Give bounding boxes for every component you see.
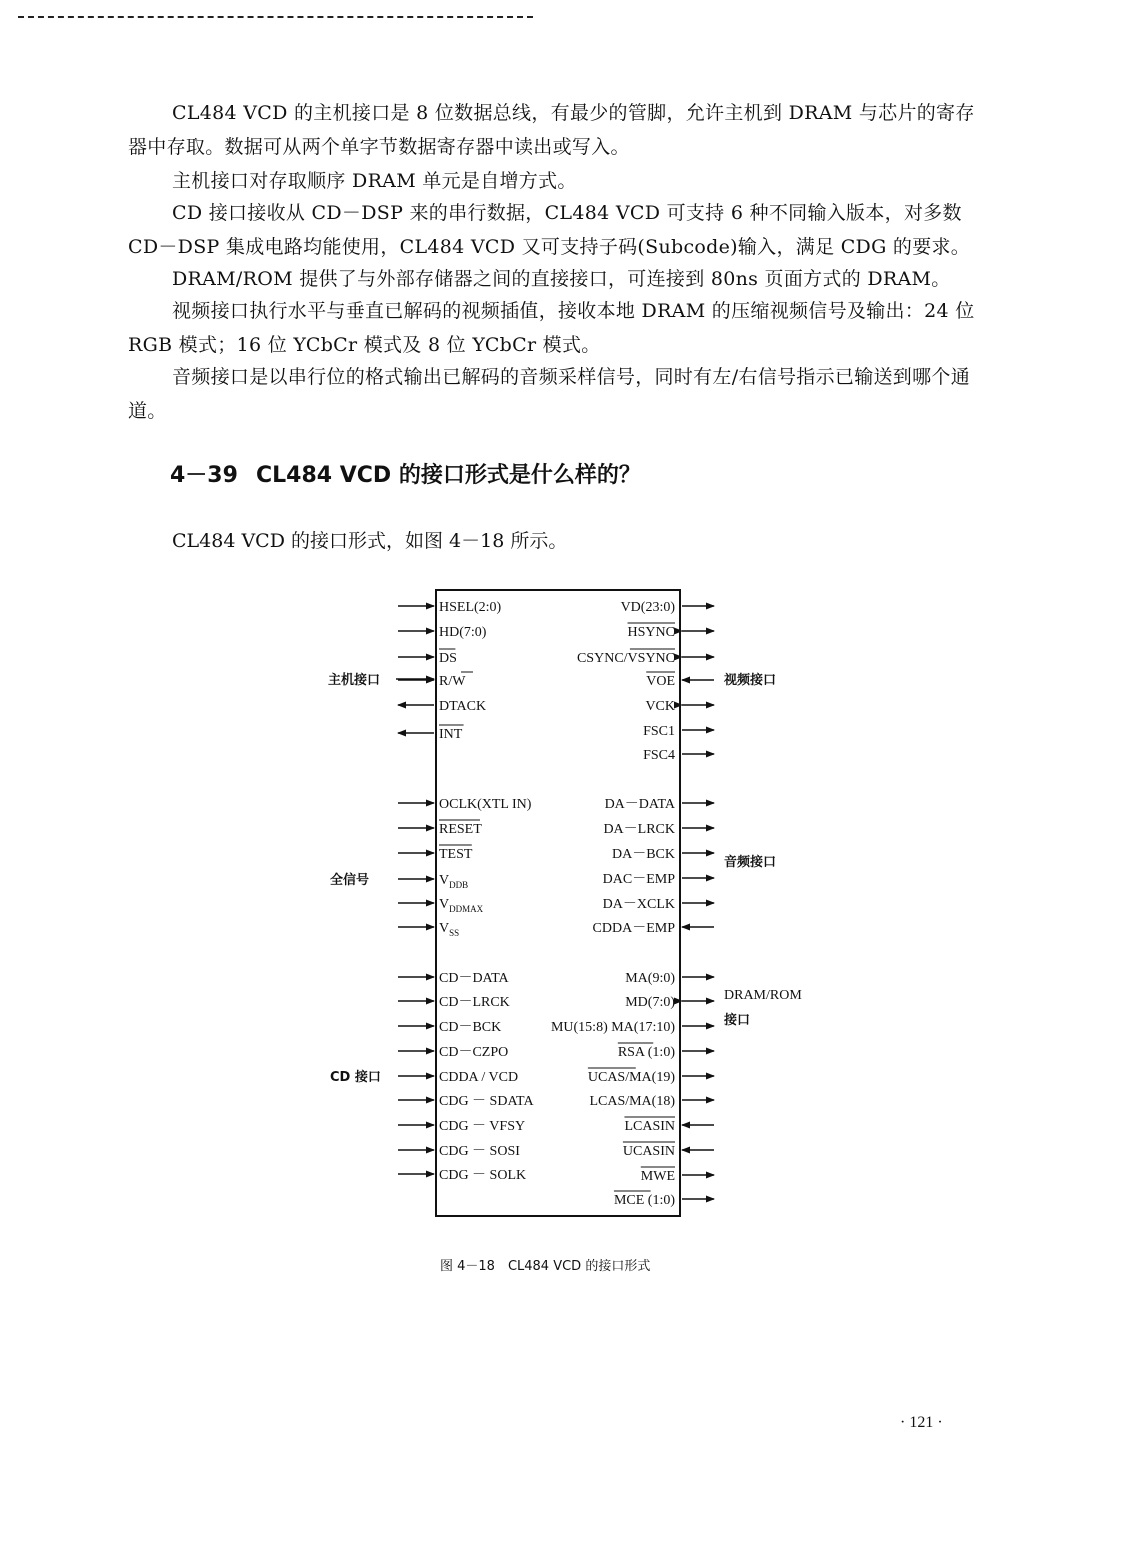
left-pin-label-r-w: R/W — [439, 674, 466, 689]
right-pin-label-mce-1-0: MCE (1:0) — [613, 1193, 675, 1208]
left-pin-label-cd-lrck: CD－LRCK — [439, 995, 510, 1010]
left-pin-label-test: TEST — [439, 847, 473, 862]
section-number: 4－39 — [170, 463, 238, 488]
left-pin-label-ds: DS — [439, 651, 457, 666]
right-pin-label-cdda-emp: CDDA－EMP — [592, 921, 675, 936]
right-pin-label-fsc4: FSC4 — [643, 748, 675, 763]
left-pin-label-cdg-solk: CDG － SOLK — [439, 1168, 527, 1183]
right-pin-label-mwe: MWE — [640, 1169, 675, 1184]
right-pin-label-ma-9-0: MA(9:0) — [625, 971, 675, 986]
group-label-audio: 音频接口 — [724, 855, 777, 870]
right-pin-label-da-bck: DA－BCK — [611, 847, 675, 862]
paragraph-host-interface: CL484 VCD 的主机接口是 8 位数据总线，有最少的管脚，允许主机到 DRAM 与芯片的寄存器中存取。数据可从两个单字节数据寄存器中读出或写入。 — [128, 102, 975, 158]
right-pin-label-vck: VCK — [645, 699, 675, 714]
left-pin-label-vddmax: $V_{DDMAX}$ — [439, 897, 484, 914]
page-number: · 121 · — [900, 1414, 943, 1431]
left-pin-label-hd-7-0: HD(7:0) — [439, 625, 487, 640]
left-pin-label-vddb: $V_{DDB}$ — [439, 873, 469, 890]
group-label-dram-interface: 接口 — [724, 1013, 751, 1028]
group-label-cd: CD 接口 — [330, 1070, 381, 1085]
left-pin-label-reset: RESET — [439, 822, 482, 837]
left-pin-label-cdg-sosi: CDG － SOSI — [439, 1144, 520, 1159]
right-pin-label-lcas-ma-18: LCAS/MA(18) — [589, 1094, 675, 1109]
right-pin-label-fsc1: FSC1 — [643, 724, 675, 739]
left-pin-label-cd-czpo: CD－CZPO — [439, 1045, 509, 1060]
section-title: CL484 VCD 的接口形式是什么样的？ — [256, 463, 641, 488]
left-pin-label-cdg-sdata: CDG － SDATA — [439, 1094, 534, 1109]
group-label-global: 全信号 — [330, 873, 370, 888]
left-pin-label-cd-bck: CD－BCK — [439, 1020, 502, 1035]
left-pin-label-vss: $V_{SS}$ — [439, 921, 460, 938]
left-pin-label-cdda-vcd: CDDA / VCD — [439, 1070, 519, 1085]
paragraph-dram-rom: DRAM/ROM 提供了与外部存储器之间的直接接口，可连接到 80ns 页面方式的 DRAM。 — [172, 268, 951, 290]
right-pin-label-rsa-1-0: RSA (1:0) — [617, 1045, 675, 1060]
left-pin-label-cd-data: CD－DATA — [439, 971, 509, 986]
group-label-host: 主机接口 — [328, 673, 381, 688]
figure-intro-text: CL484 VCD 的接口形式，如图 4－18 所示。 — [172, 530, 568, 552]
paragraph-audio-interface: 音频接口是以串行位的格式输出已解码的音频采样信号，同时有左/右信号指示已输送到哪个通道。 — [128, 366, 971, 422]
group-label-dram-rom: DRAM/ROM — [724, 988, 802, 1003]
left-pin-label-dtack: DTACK — [439, 699, 487, 714]
paragraph-host-autoincrement: 主机接口对存取顺序 DRAM 单元是自增方式。 — [172, 170, 577, 192]
group-label-video: 视频接口 — [724, 673, 777, 688]
right-pin-label-md-7-0: MD(7:0) — [625, 995, 675, 1010]
left-pin-group — [398, 600, 534, 1183]
right-pin-label-dac-emp: DAC－EMP — [602, 872, 675, 887]
right-pin-group — [551, 600, 714, 1208]
left-pin-label-cdg-vfsy: CDG － VFSY — [439, 1119, 526, 1134]
right-pin-label-ucas-ma-19: UCAS/MA(19) — [587, 1070, 675, 1085]
left-pin-label-int: INT — [439, 727, 463, 742]
right-pin-label-da-lrck: DA－LRCK — [603, 822, 675, 837]
left-pin-label-hsel-2-0: HSEL(2:0) — [439, 600, 502, 615]
right-pin-label-lcasin: LCASIN — [624, 1119, 675, 1134]
right-pin-label-voe: VOE — [646, 674, 675, 689]
right-pin-label-vd-23-0: VD(23:0) — [620, 600, 675, 615]
right-pin-label-da-xclk: DA－XCLK — [602, 897, 675, 912]
right-pin-label-da-data: DA－DATA — [604, 797, 675, 812]
right-pin-label-ucasin: UCASIN — [622, 1144, 675, 1159]
right-pin-label-mu-15-8-ma-17-10: MU(15:8) MA(17:10) — [550, 1020, 675, 1035]
left-pin-label-oclk-xtl-in: OCLK(XTL IN) — [439, 797, 532, 812]
right-pin-label-hsync: HSYNC — [627, 625, 675, 640]
paragraph-cd-interface: CD 接口接收从 CD－DSP 来的串行数据，CL484 VCD 可支持 6 种不同输入版本，对多数 CD－DSP 集成电路均能使用，CL484 VCD 又可支持子码(Subcode)输入，满足 CDG 的要求。 — [128, 202, 971, 258]
paragraph-video-interface: 视频接口执行水平与垂直已解码的视频插值，接收本地 DRAM 的压缩视频信号及输出：24 位 RGB 模式；16 位 YCbCr 模式及 8 位 YCbCr 模式。 — [128, 300, 975, 356]
right-pin-label-csync-vsync: CSYNC/VSYNC — [576, 651, 675, 666]
figure-caption: 图 4－18 CL484 VCD 的接口形式 — [440, 1259, 651, 1274]
